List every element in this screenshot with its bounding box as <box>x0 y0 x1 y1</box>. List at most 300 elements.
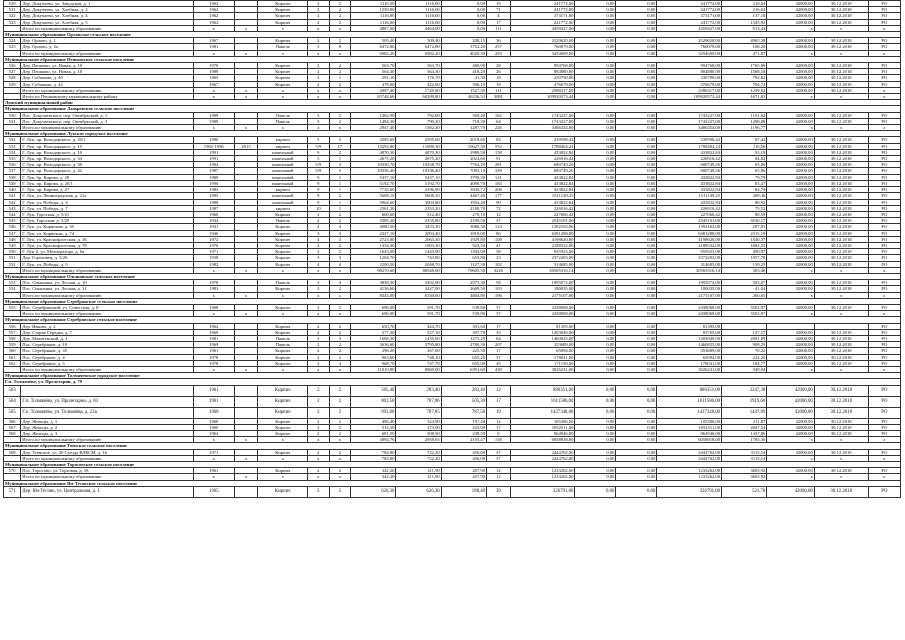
table-cell: 17 <box>487 424 511 430</box>
table-cell: 0,00 <box>575 125 616 131</box>
table-cell: 0,00 <box>575 261 616 267</box>
table-cell: 552 <box>4 261 21 267</box>
table-cell: 207,90 <box>441 474 486 480</box>
table-cell: Кирпич <box>258 360 308 366</box>
table-cell: x <box>329 437 351 443</box>
table-cell: 1989 <box>193 112 234 118</box>
table-cell: 3530,17 <box>722 218 767 224</box>
table-cell: 3 <box>329 255 351 261</box>
table-cell: Дер. Орлово, д. 1 <box>21 38 194 44</box>
table-cell: Пос. Докучаевского, пер. Октябрьский, д. 1 <box>21 112 194 118</box>
table-cell: 23 <box>487 255 511 261</box>
table-cell: 2 <box>329 468 351 474</box>
table-cell: 0,00 <box>575 143 616 149</box>
table-cell: 239596,42 <box>657 137 722 143</box>
table-cell: 2 <box>329 81 351 87</box>
table-cell: РО <box>868 149 900 155</box>
table-cell: 94 <box>487 280 511 286</box>
table-cell: 4090,70 <box>441 180 486 186</box>
table-cell: 480,90 <box>441 63 486 69</box>
table-cell: Панель <box>258 280 308 286</box>
table-cell: 0,00 <box>575 63 616 69</box>
table-cell: 1765,96 <box>722 63 767 69</box>
table-cell: 8 <box>329 44 351 50</box>
table-cell: 0,00 <box>575 292 616 298</box>
table-cell: 42000,00 <box>767 249 814 255</box>
table-cell: x <box>814 125 868 131</box>
table-cell: 30.12.2018 <box>814 255 868 261</box>
table-cell: 0,00 <box>616 348 657 354</box>
table-cell: 2 <box>308 407 330 418</box>
table-cell: 564,30 <box>351 69 396 75</box>
table-cell: 655,90 <box>441 360 486 366</box>
table-cell: Кирпич <box>258 7 308 13</box>
table-cell: Кирпич <box>258 255 308 261</box>
table-cell: 3294699,00 <box>510 50 575 56</box>
table-cell: 30.12.2018 <box>814 230 868 236</box>
table-cell: 5192,70 <box>351 180 396 186</box>
table-cell: 1960 <box>193 211 234 217</box>
table-cell: кирпич <box>258 137 308 143</box>
table-cell: 0,00 <box>616 474 657 480</box>
table-cell: 533 <box>4 143 21 149</box>
table-cell: 792,00 <box>396 112 441 118</box>
table-cell: РО <box>868 449 900 455</box>
table-body <box>4 1 901 498</box>
table-cell: 1962 <box>193 323 234 329</box>
table-cell: 270,10 <box>441 211 486 217</box>
table-cell: 568 <box>4 431 21 437</box>
table-cell: 0,00 <box>575 211 616 217</box>
table-cell: 5608,10 <box>396 193 441 199</box>
table-cell: x <box>234 366 258 372</box>
table-cell: 538 <box>4 174 21 180</box>
table-cell: 2 <box>308 1 330 7</box>
table-cell: 30.12.2018 <box>814 187 868 193</box>
table-cell: 433822,84 <box>657 199 722 205</box>
table-cell: x <box>814 25 868 31</box>
table-cell: 226916,42 <box>510 205 575 211</box>
table-cell: 2 <box>329 286 351 292</box>
table-cell: РО <box>868 69 900 75</box>
table-cell: 548 <box>4 236 21 242</box>
table-cell: 0,00 <box>575 19 616 25</box>
table-cell: 2063,30 <box>396 236 441 242</box>
table-cell: 3603,92 <box>722 474 767 480</box>
table-cell: 0,00 <box>616 366 657 372</box>
table-cell: x <box>258 267 308 273</box>
section-title: Муниципальное образование Лукское городское поселение <box>4 131 901 137</box>
table-cell: 539,80 <box>441 311 486 317</box>
table-cell: 1983 <box>193 286 234 292</box>
table-cell: 84,82 <box>722 156 767 162</box>
table-cell: 0,00 <box>441 1 486 7</box>
table-cell: 30.12.2018 <box>814 242 868 248</box>
table-cell: 2 <box>329 449 351 455</box>
table-cell: 433822,84 <box>510 180 575 186</box>
table-cell: x <box>308 25 330 31</box>
table-cell: кирпич <box>258 205 308 211</box>
table-cell: 784,80 <box>351 449 396 455</box>
table-cell: x <box>767 267 814 273</box>
table-cell: 0,00 <box>575 418 616 424</box>
table-cell: Дер. Собакино, д. 42 <box>21 81 194 87</box>
table-cell: 653,80 <box>441 255 486 261</box>
table-cell: x <box>234 474 258 480</box>
table-cell: 1985 <box>193 193 234 199</box>
table-cell: 1643,00 <box>351 249 396 255</box>
table-cell: 6058918,00 <box>657 437 722 443</box>
table-cell: 342,20 <box>351 468 396 474</box>
table-cell: Пос. Торосово, ул. Торговая, д. 18 <box>21 468 194 474</box>
table-cell: 3486454,00 <box>657 125 722 131</box>
table-cell: 680749,26 <box>510 162 575 168</box>
table-cell: РО <box>868 38 900 44</box>
table-cell: 2 <box>308 449 330 455</box>
table-cell: 0,00 <box>575 424 616 430</box>
table-cell: 397,70 <box>441 329 486 335</box>
table-cell: Г. Лук, ул. Победы, д. 7 <box>21 205 194 211</box>
table-cell: 476679,00 <box>657 81 722 87</box>
table-cell: РО <box>868 431 900 437</box>
table-cell: 418,20 <box>441 69 486 75</box>
table-cell: 19 <box>487 407 511 418</box>
table-cell: 10627,50 <box>441 143 486 149</box>
table-cell: 158 <box>487 437 511 443</box>
table-cell: x <box>193 366 234 372</box>
table-cell: 1971 <box>193 449 234 455</box>
table-cell: 72 <box>487 205 511 211</box>
table-cell: РО <box>868 180 900 186</box>
table-cell: Итого по муниципальному образованию <box>21 25 194 31</box>
table-cell: 1989 <box>193 69 234 75</box>
table-cell: 2 <box>329 1 351 7</box>
table-cell: 0,00 <box>616 205 657 211</box>
table-cell: Кирпич <box>258 38 308 44</box>
table-cell: 1 <box>329 180 351 186</box>
table-cell <box>234 486 258 497</box>
table-cell: 0,00 <box>575 38 616 44</box>
table-cell: x <box>767 474 814 480</box>
table-cell: 1116,00 <box>396 19 441 25</box>
table-cell: 718,30 <box>441 118 486 124</box>
table-cell: x <box>308 292 330 298</box>
table-cell: 1204,70 <box>351 255 396 261</box>
table-cell: Итого по муниципальному образованию <box>21 455 194 461</box>
table-cell: 3227,00 <box>396 286 441 292</box>
table-cell: x <box>868 437 900 443</box>
table-cell: 0,00 <box>575 360 616 366</box>
table-cell: 30.12.2018 <box>814 431 868 437</box>
table-cell: 5192,70 <box>396 180 441 186</box>
table-cell: 216,64 <box>722 7 767 13</box>
table-cell: 0,00 <box>616 193 657 199</box>
table-cell: РО <box>868 486 900 497</box>
table-cell: 5 <box>308 44 330 50</box>
table-cell: 1 <box>329 75 351 81</box>
table-cell: 0,00 <box>616 125 657 131</box>
table-cell: 9 <box>308 199 330 205</box>
table-cell: 537 <box>4 168 21 174</box>
table-cell: 105306,00 <box>657 418 722 424</box>
table-cell: 3226 <box>487 267 511 273</box>
table-cell: 566 <box>4 418 21 424</box>
table-cell: 433822,84 <box>657 180 722 186</box>
table-cell: 541 <box>4 193 21 199</box>
table-cell: 569,40 <box>441 112 486 118</box>
table-cell: 2 <box>329 407 351 418</box>
table-cell: панельный <box>258 168 308 174</box>
table-cell: 0,00 <box>616 280 657 286</box>
table-cell: 0,00 <box>616 199 657 205</box>
table-cell: 1729,80 <box>396 87 441 93</box>
table-cell: 12 <box>487 474 511 480</box>
table-cell: панельный <box>258 193 308 199</box>
table-cell: 30.12.2018 <box>814 38 868 44</box>
table-cell: Кирпич <box>258 329 308 335</box>
table-cell: Г. Лук, пр. Володарского, д. 34 <box>21 156 194 162</box>
table-cell: x <box>814 311 868 317</box>
table-cell: 994768,00 <box>657 63 722 69</box>
table-cell: 324,90 <box>396 418 441 424</box>
table-cell: Панель <box>258 118 308 124</box>
table-cell: 0,00 <box>616 25 657 31</box>
table-cell: 353689,00 <box>510 342 575 348</box>
table-cell: 0,00 <box>616 396 657 407</box>
table-cell: панельный <box>258 149 308 155</box>
table-cell: Кирпич <box>258 348 308 354</box>
table-cell: 884880,00 <box>510 69 575 75</box>
table-cell: 1 <box>329 174 351 180</box>
table-cell: 42000,00 <box>767 431 814 437</box>
table-cell: 339 <box>487 168 511 174</box>
table-cell: 0,00 <box>575 81 616 87</box>
table-cell: 722,20 <box>396 449 441 455</box>
table-cell: 2609,50 <box>441 286 486 292</box>
table-cell: 1978 <box>193 354 234 360</box>
table-cell: 696,00 <box>351 311 396 317</box>
table-cell: 1983 <box>193 187 234 193</box>
table-cell: 3026231,00 <box>657 366 722 372</box>
table-cell: РО <box>868 323 900 329</box>
table-cell: 42000,00 <box>767 242 814 248</box>
table-cell: Панель <box>258 218 308 224</box>
table-row <box>4 385 901 396</box>
table-cell: 42000,00 <box>767 348 814 354</box>
table-cell: 0,00 <box>616 211 657 217</box>
table-cell: 1582,20 <box>396 125 441 131</box>
table-cell: 2 <box>329 354 351 360</box>
table-cell: 1298,88 <box>722 118 767 124</box>
table-cell: 0,00 <box>575 396 616 407</box>
table-cell: 529 <box>4 1 21 7</box>
table-cell: 6391,60 <box>441 366 486 372</box>
table-cell: 211,87 <box>722 418 767 424</box>
table-cell: 9 <box>308 180 330 186</box>
table-cell: 227066,42 <box>510 211 575 217</box>
table-cell: 680749,26 <box>510 168 575 174</box>
table-cell: 2529620,00 <box>657 38 722 44</box>
table-cell: 396,10 <box>441 81 486 87</box>
table-cell: 41,04 <box>722 286 767 292</box>
table-cell: 0,00 <box>575 323 616 329</box>
table-cell: 2 <box>329 385 351 396</box>
table-cell: 1460825,00 <box>657 342 722 348</box>
table-cell: 3 <box>308 280 330 286</box>
table-cell: 42000,00 <box>767 69 814 75</box>
table-cell: 241772,00 <box>657 1 722 7</box>
table-cell: 30.12.2018 <box>814 449 868 455</box>
table-cell: 42000,00 <box>767 112 814 118</box>
table-cell: Г. Лук, Гороская, д. 5/29 <box>21 218 194 224</box>
table-cell: 4 <box>329 261 351 267</box>
table-cell: кирпич <box>258 143 308 149</box>
table-cell: 326791,00 <box>510 486 575 497</box>
table-cell: 1191,62 <box>722 112 767 118</box>
table-cell: 1435,60 <box>396 335 441 341</box>
table-cell: 2444762,00 <box>510 455 575 461</box>
table-cell: 0,00 <box>616 143 657 149</box>
table-cell: 30.12.2018 <box>814 236 868 242</box>
table-cell: 1233262,00 <box>657 468 722 474</box>
table-cell: 1527,50 <box>441 87 486 93</box>
table-cell: РО <box>868 193 900 199</box>
table-cell: Кирпич <box>258 431 308 437</box>
table-cell: 0,00 <box>616 19 657 25</box>
table-cell: 563,70 <box>351 63 396 69</box>
table-cell: 1810,00 <box>441 230 486 236</box>
table-cell: Панель <box>258 342 308 348</box>
table-cell: 1203049,00 <box>657 335 722 341</box>
table-cell: 0,00 <box>616 236 657 242</box>
table-cell: 1539,00 <box>351 7 396 13</box>
table-cell: 0,00 <box>616 162 657 168</box>
table-cell: 30.12.2018 <box>814 199 868 205</box>
table-cell: РО <box>868 143 900 149</box>
table-cell: 1608,30 <box>351 335 396 341</box>
table-cell: 0,00 <box>616 69 657 75</box>
table-cell: 2018,60 <box>441 137 486 143</box>
section-title: Муниципальное образование Пешковское сельское поселение <box>4 56 901 62</box>
table-cell: Кирпич <box>258 354 308 360</box>
table-cell <box>234 407 258 418</box>
table-cell: 1954,40 <box>441 199 486 205</box>
table-cell: 6472,86 <box>351 44 396 50</box>
table-cell: 748,10 <box>396 354 441 360</box>
table-cell: 0,00 <box>616 118 657 124</box>
table-cell: 12 <box>487 418 511 424</box>
table-cell: 42000,00 <box>767 1 814 7</box>
table-row <box>4 407 901 418</box>
table-cell: 80,92 <box>722 199 767 205</box>
table-cell: 3026231,00 <box>510 366 575 372</box>
table-cell: 0,00 <box>616 242 657 248</box>
table-cell: 239596,42 <box>510 137 575 143</box>
table-cell: 0,00 <box>575 486 616 497</box>
table-cell: панельный <box>258 156 308 162</box>
table-cell: 1969 <box>193 329 234 335</box>
table-cell: 30.12.2018 <box>814 249 868 255</box>
table-cell: 743,80 <box>396 255 441 261</box>
table-cell: 6381288,00 <box>510 230 575 236</box>
table-cell: 0,00 <box>616 267 657 273</box>
table-cell: 3 <box>308 255 330 261</box>
table-cell: 9 <box>308 174 330 180</box>
table-cell: 46236,53 <box>441 94 486 100</box>
table-cell: 0,00 <box>616 449 657 455</box>
table-cell: 3 <box>329 137 351 143</box>
table-cell: 508,50 <box>396 431 441 437</box>
table-cell: 0,00 <box>575 180 616 186</box>
table-cell: 968,70 <box>351 360 396 366</box>
table-cell: 291,10 <box>351 75 396 81</box>
table-cell: Итого по муниципальному образованию <box>21 292 194 298</box>
table-cell: 2545101,00 <box>510 218 575 224</box>
table-cell: 6381288,00 <box>657 230 722 236</box>
table-cell: 178041,00 <box>657 360 722 366</box>
table-cell: 0,00 <box>616 63 657 69</box>
table-cell: 2973,30 <box>441 280 486 286</box>
table-cell: 0,00 <box>575 329 616 335</box>
table-cell: 1960 <box>193 418 234 424</box>
table-cell: 0,00 <box>575 286 616 292</box>
table-cell: 505,40 <box>351 385 396 396</box>
table-cell: РО <box>868 137 900 143</box>
table-cell: 0,00 <box>616 437 657 443</box>
table-cell: 1919,60 <box>722 396 767 407</box>
table-cell: 2 <box>329 69 351 75</box>
table-cell: 571 <box>4 486 21 497</box>
table-cell: 3502,97 <box>722 304 767 310</box>
table-cell: 4 <box>487 13 511 19</box>
table-cell: РО <box>868 156 900 162</box>
table-cell: 0,00 <box>616 304 657 310</box>
table-cell: 564,30 <box>396 69 441 75</box>
table-cell: x <box>308 125 330 131</box>
table-cell: 433822,84 <box>510 199 575 205</box>
table-cell: 3603,92 <box>722 468 767 474</box>
table-cell: 0,00 <box>575 168 616 174</box>
table-cell: 0,00 <box>616 187 657 193</box>
table-cell: 2 <box>329 112 351 118</box>
table-cell: 65094,00 <box>510 348 575 354</box>
table-cell: 42000,00 <box>767 360 814 366</box>
table-cell: 2247,38 <box>722 385 767 396</box>
table-cell: 42000,00 <box>767 193 814 199</box>
table-cell: x <box>258 474 308 480</box>
table-cell: 2 <box>329 342 351 348</box>
table-cell: 1989 <box>193 118 234 124</box>
table-cell: 2 <box>329 486 351 497</box>
table-cell: Г. Лук, пр. Володарского, д. 42 <box>21 168 194 174</box>
table-cell: 534 <box>4 149 21 155</box>
table-cell: 353689,00 <box>657 348 722 354</box>
table-cell: 1 <box>329 156 351 162</box>
table-cell: Г. Лук, ул. Кирвокам, д. 35 <box>21 224 194 230</box>
table-cell: 558 <box>4 335 21 341</box>
table-cell: 2155,47 <box>441 437 486 443</box>
table-cell: 45 <box>487 360 511 366</box>
table-cell: РО <box>868 205 900 211</box>
table-cell: Кирпич <box>258 407 308 418</box>
table-cell: 1611586,00 <box>510 396 575 407</box>
table-cell: 2094,40 <box>396 230 441 236</box>
table-cell: 3 <box>308 112 330 118</box>
table-cell: 0,00 <box>616 87 657 93</box>
table-cell: Кирпич <box>258 69 308 75</box>
table-cell: Кирпич <box>258 75 308 81</box>
table-cell: 241772,00 <box>510 1 575 7</box>
